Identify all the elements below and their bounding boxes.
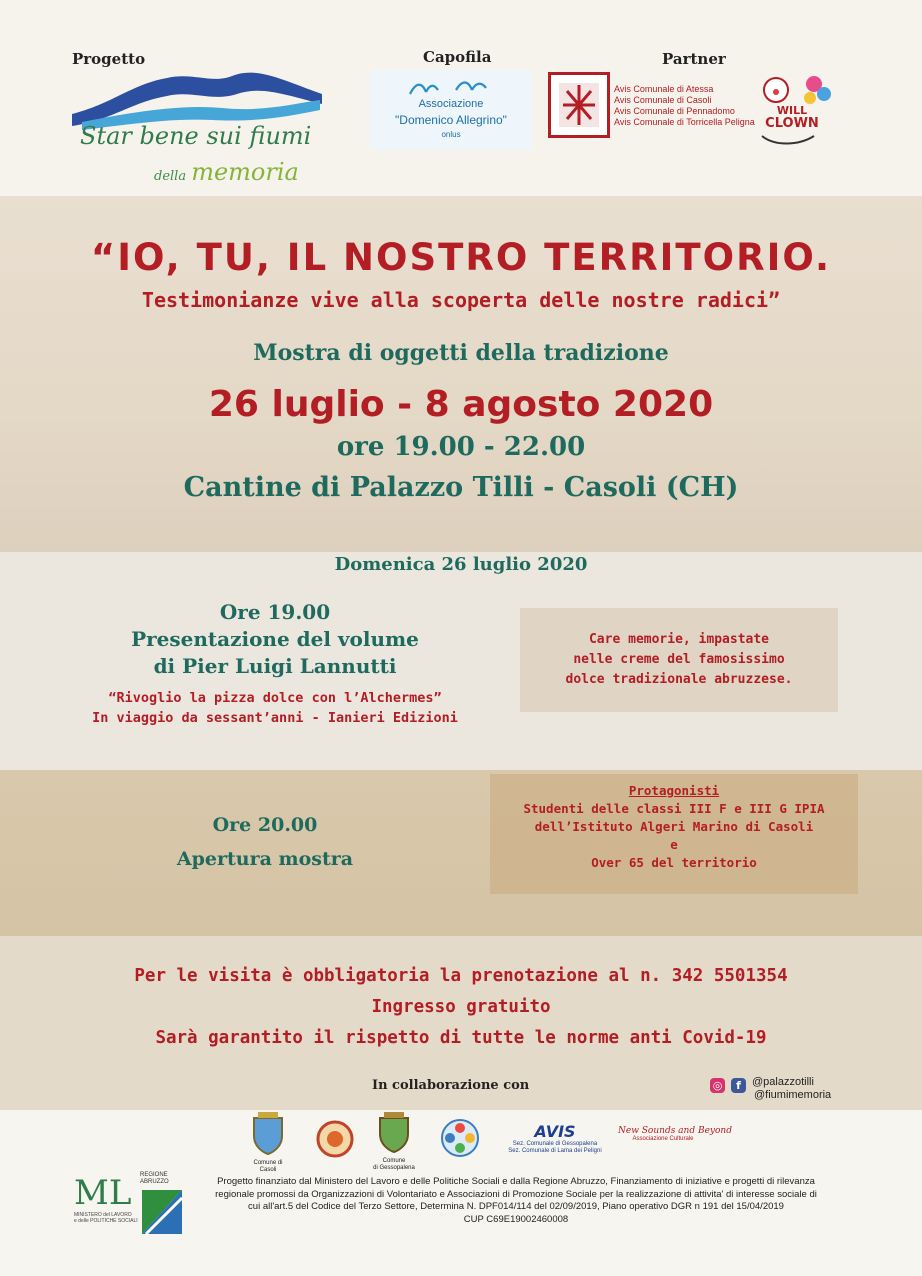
comune-gessopalena-caption-1: Comune [382,1158,406,1164]
regione-emblem-icon [140,1186,184,1236]
project-logo-della: della [154,169,187,184]
social-handle-1[interactable]: @palazzotilli [752,1075,814,1088]
notice-line1: Per le visita è obbligatoria la prenotazione al n. 342 5501354 [134,966,788,986]
clown-logo [754,72,834,146]
avis-partner-logo [548,72,610,138]
protagonisti-label: Protagonisti [628,783,720,798]
ministry-caption-2: e delle POLITICHE SOCIALI [74,1218,138,1224]
project-logo-line2 [154,158,299,186]
event-hours: ore 19.00 - 22.00 [336,432,586,462]
slot1-note [520,630,838,690]
coat-of-arms-icon [372,1112,416,1154]
slot1-title-line1: Presentazione del volume [131,627,419,651]
avis-collab-sub-1: Sez. Comunale di Gessopalena [512,1141,598,1147]
comune-gessopalena-logo [372,1112,416,1176]
funding-line2: regionale promossi da Organizzazioni di Volontariato e Associazioni di Promozione Sociale per la realizzazione di attivita' di interesse sociale di [215,1188,817,1200]
avis-partner-item: Avis Comunale di Casoli [614,95,712,105]
ministry-logo [74,1174,138,1236]
capofila-label: Capofila [423,48,492,66]
avis-partner-item: Avis Comunale di Atessa [614,84,714,94]
circle-emblem-icon [316,1120,354,1158]
birds-icon [400,74,500,100]
collaboration-label: In collaborazione con [372,1078,530,1093]
program-day: Domenica 26 luglio 2020 [334,554,588,575]
protagonisti-block [490,782,858,872]
protagonisti-line2: dell’Istituto Algeri Marino di Casoli [534,819,814,834]
slot1-note-line1: Care memorie, impastate [588,632,769,647]
notice-line3: Sarà garantito il rispetto di tutte le norme anti Covid-19 [155,1028,767,1048]
clown-logo-line2: CLOWN [765,116,819,131]
event-subtitle: Mostra di oggetti della tradizione [253,340,669,366]
slot1-book-line1: “Rivoglio la pizza dolce con l’Alchermes” [108,690,442,706]
title-line2: Testimonianze vive alla scoperta delle nostre radici” [141,288,781,312]
coat-of-arms-icon [248,1112,288,1156]
project-logo [72,64,322,189]
funding-line3: cui all'art.5 del Codice del Terzo Settore, Determina N. DPF014/114 del 02/09/2019, Piano operativo DGR n 191 del 15/04/2019 [248,1201,784,1213]
avis-collab-logo [500,1122,610,1162]
instagram-icon[interactable]: ◎ [710,1078,725,1093]
funding-line1: Progetto finanziato dal Ministero del Lavoro e delle Politiche Sociali e dalla Regione Abruzzo, Finanziamento di iniziative e progetti di rilevanza [217,1176,815,1187]
project-logo-line1: Star bene sui fiumi [80,122,312,150]
avis-collab-sub-2: Sez. Comunale di Lama dei Peligni [508,1148,602,1154]
funding-line4: CUP C69E19002460008 [463,1213,569,1225]
progetto-label: Progetto [72,50,146,68]
event-dates: 26 luglio - 8 agosto 2020 [208,384,714,425]
capofila-logo-line2: "Domenico Allegrino" [395,113,507,127]
partner-label: Partner [662,50,726,68]
funding-text [186,1176,846,1226]
regione-caption-1: REGIONE [140,1172,168,1178]
flower-emblem-icon [440,1118,480,1158]
notice-line2: Ingresso gratuito [371,997,551,1017]
slot1-title-line2: di Pier Luigi Lannutti [153,654,397,678]
comune-casoli-logo [248,1112,288,1174]
capofila-logo [370,70,532,150]
collab-logo-4 [440,1118,480,1158]
regione-caption-2: ABRUZZO [140,1179,169,1185]
comune-casoli-caption: Comune di Casoli [253,1160,283,1173]
newsounds-title: New Sounds and Beyond [618,1126,732,1136]
title-line1: “IO, TU, IL NOSTRO TERRITORIO. [90,236,832,279]
newsounds-logo [618,1126,732,1156]
capofila-logo-line1: Associazione [418,98,484,110]
avis-partner-item: Avis Comunale di Pennadomo [614,106,735,116]
newsounds-sub: Associazione Culturale [632,1136,694,1142]
slot2-time: Ore 20.00 [212,814,318,836]
slot1-book-line2: In viaggio da sessant’anni - Ianieri Edizioni [92,710,458,726]
protagonisti-line3: e [670,837,678,852]
avis-emblem-icon [551,75,607,135]
event-location: Cantine di Palazzo Tilli - Casoli (CH) [183,472,739,503]
avis-partner-item: Avis Comunale di Torricella Peligna [614,117,755,127]
social-handle-2[interactable]: @fiumimemoria [754,1089,832,1101]
slot1-time: Ore 19.00 [219,600,331,624]
collab-logo-2 [316,1120,354,1158]
regione-logo [140,1172,184,1240]
avis-partners-list [614,84,755,128]
capofila-logo-line3: onlus [441,130,461,139]
facebook-icon[interactable]: f [731,1078,746,1093]
comune-gessopalena-caption-2: di Gessopalena [373,1165,415,1171]
ml-logo-text: ML [74,1173,132,1213]
slot2-title: Apertura mostra [176,848,354,870]
slot1-note-line2: nelle creme del famosissimo [573,652,785,667]
project-logo-memoria: memoria [191,158,299,186]
slot1-note-line3: dolce tradizionale abruzzese. [565,672,793,687]
avis-collab-title: AVIS [534,1122,576,1141]
social-links [710,1075,890,1103]
protagonisti-line4: Over 65 del territorio [591,855,757,870]
ministry-caption-1: MINISTERO del LAVORO [74,1212,132,1218]
clown-logo-line1: WILL [776,104,808,117]
protagonisti-line1: Studenti delle classi III F e III G IPIA [523,801,825,816]
